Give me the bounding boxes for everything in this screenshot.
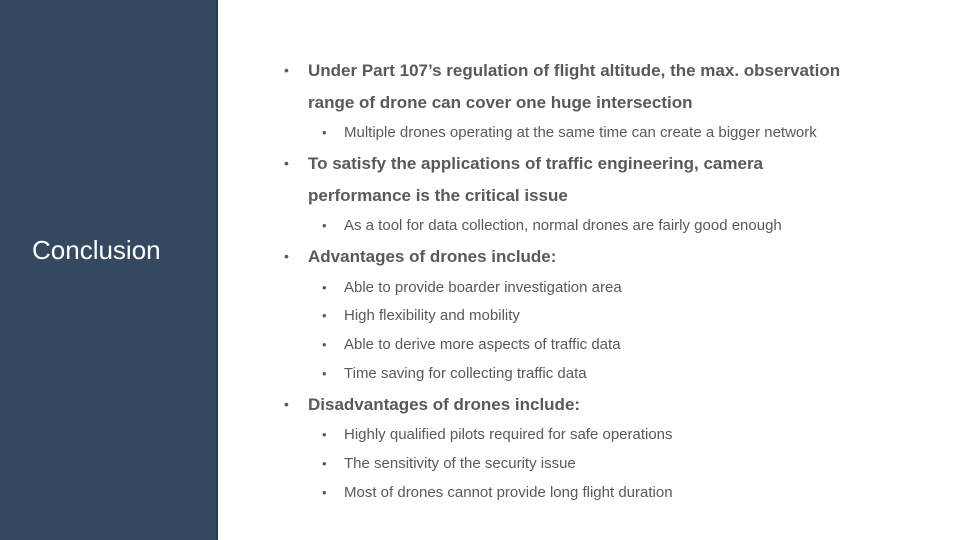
sub-bullet-text: Able to derive more aspects of traffic data (344, 336, 621, 353)
bullet-text-line: To satisfy the applications of traffic engineering, camera (308, 154, 764, 173)
bullet-dot: • (284, 248, 289, 264)
bullet-text-line: Under Part 107’s regulation of flight altitude, the max. observation (308, 61, 841, 80)
bullet-dot: • (322, 427, 327, 442)
bullet-text-line: Disadvantages of drones include: (308, 395, 581, 414)
bullet-text-line: performance is the critical issue (308, 186, 568, 205)
sub-bullet-text: Multiple drones operating at the same time can create a bigger network (344, 124, 817, 141)
bullet-dot: • (322, 337, 327, 352)
sub-bullet-text: Able to provide boarder investigation area (344, 279, 622, 296)
bullet-dot: • (322, 485, 327, 500)
sub-bullet-text: High flexibility and mobility (344, 307, 520, 324)
bullet-dot: • (322, 280, 327, 295)
bullet-dot: • (284, 62, 289, 78)
bullet-dot: • (284, 396, 289, 412)
slide-title: Conclusion (32, 235, 161, 265)
bullet-dot: • (322, 308, 327, 323)
sub-bullet-text: Most of drones cannot provide long flight duration (344, 484, 673, 501)
bullet-dot: • (284, 155, 289, 171)
sub-bullet-text: As a tool for data collection, normal drones are fairly good enough (344, 217, 782, 234)
bullet-dot: • (322, 366, 327, 381)
bullet-dot: • (322, 218, 327, 233)
bullet-dot: • (322, 125, 327, 140)
bullet-text-line: Advantages of drones include: (308, 247, 557, 266)
bullet-text-line: range of drone can cover one huge intersection (308, 93, 693, 112)
sub-bullet-text: Time saving for collecting traffic data (344, 365, 587, 382)
bullet-dot: • (322, 456, 327, 471)
sub-bullet-text: Highly qualified pilots required for safe operations (344, 426, 673, 443)
sub-bullet-text: The sensitivity of the security issue (344, 455, 576, 472)
